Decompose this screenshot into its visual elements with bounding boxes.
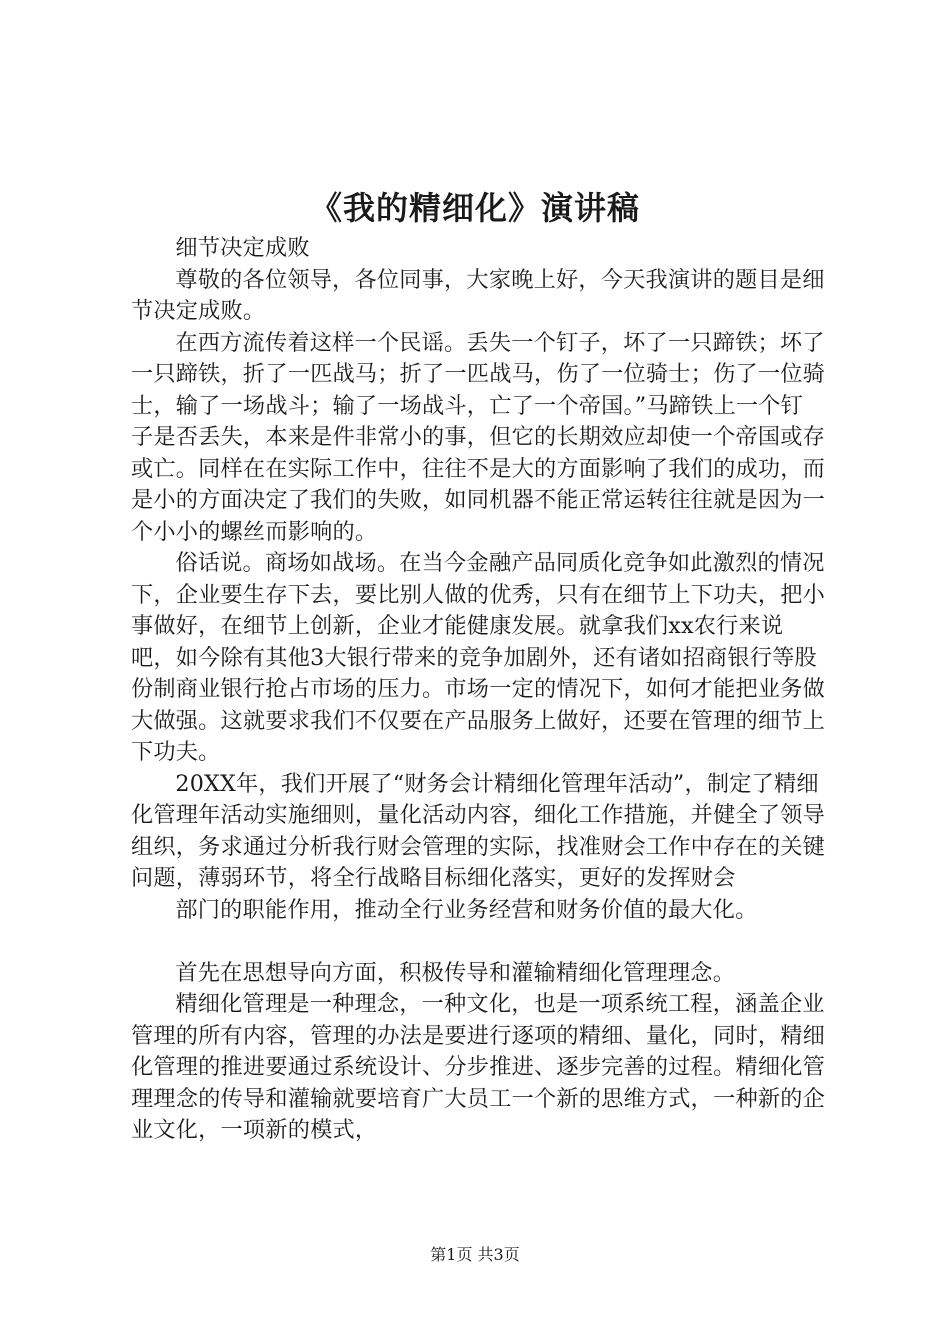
paragraph-subtitle: 细节决定成败: [175, 235, 310, 261]
paragraph-market-competition: 俗话说。商场如战场。在当今金融产品同质化竞争如此激烈的情况下，企业要生存下去，要比别人做的优秀，只有在细节上下功夫，把小事做好，在细节上创新，企业才能健康发展。就拿我们xx农行来说吧，如今除有其他3大银行带来的竞争加剧外，还有诸如招商银行等股份制商业银行抢占市场的压力。市场一定的情况下，如何才能把业务做大做强。这就要求我们不仅要在产品服务上做好，还要在管理的细节上下功夫。: [131, 550, 826, 765]
paragraph-department-role: 部门的职能作用，推动全行业务经营和财务价值的最大化。: [175, 896, 758, 923]
paragraph-refined-management: 精细化管理是一种理念，一种文化，也是一项系统工程，涵盖企业管理的所有内容，管理的办法是要进行逐项的精细、量化，同时，精细化管理的推进要通过系统设计、分步推进、逐步完善的过程。精细化管理理念的传导和灌输就要培育广大员工一个新的思维方式，一种新的企业文化，一项新的模式，: [131, 991, 826, 1143]
paragraph-folk-rhyme: 在西方流传着这样一个民谣。丢失一个钉子，坏了一只蹄铁；坏了一只蹄铁，折了一匹战马；折了一匹战马，伤了一位骑士；伤了一位骑士，输了一场战斗；输了一场战斗，亡了一个帝国。”马蹄铁上一个钉子是否丢失，本来是件非常小的事，但它的长期效应却使一个帝国或存或亡。同样在在实际工作中，往往不是大的方面影响了我们的成功，而是小的方面决定了我们的失败，如同机器不能正常运转往往就是因为一个小小的螺丝而影响的。: [131, 329, 826, 545]
page-footer: 第1页 共3页: [430, 1245, 520, 1264]
paragraph-ideology: 首先在思想导向方面，积极传导和灌输精细化管理理念。: [175, 959, 736, 986]
document-title: 《我的精细化》演讲稿: [309, 189, 640, 227]
document-body: [131, 233, 825, 1147]
paragraph-activity: 20XX年，我们开展了“财务会计精细化管理年活动”，制定了精细化管理年活动实施细则，量化活动内容，细化工作措施，并健全了领导组织，务求通过分析我行财会管理的实际，找准财会工作中存在的关键问题，薄弱环节，将全行战略目标细化落实，更好的发挥财会: [131, 770, 826, 891]
paragraph-greeting: 尊敬的各位领导，各位同事，大家晚上好，今天我演讲的题目是细节决定成败。: [131, 266, 825, 324]
